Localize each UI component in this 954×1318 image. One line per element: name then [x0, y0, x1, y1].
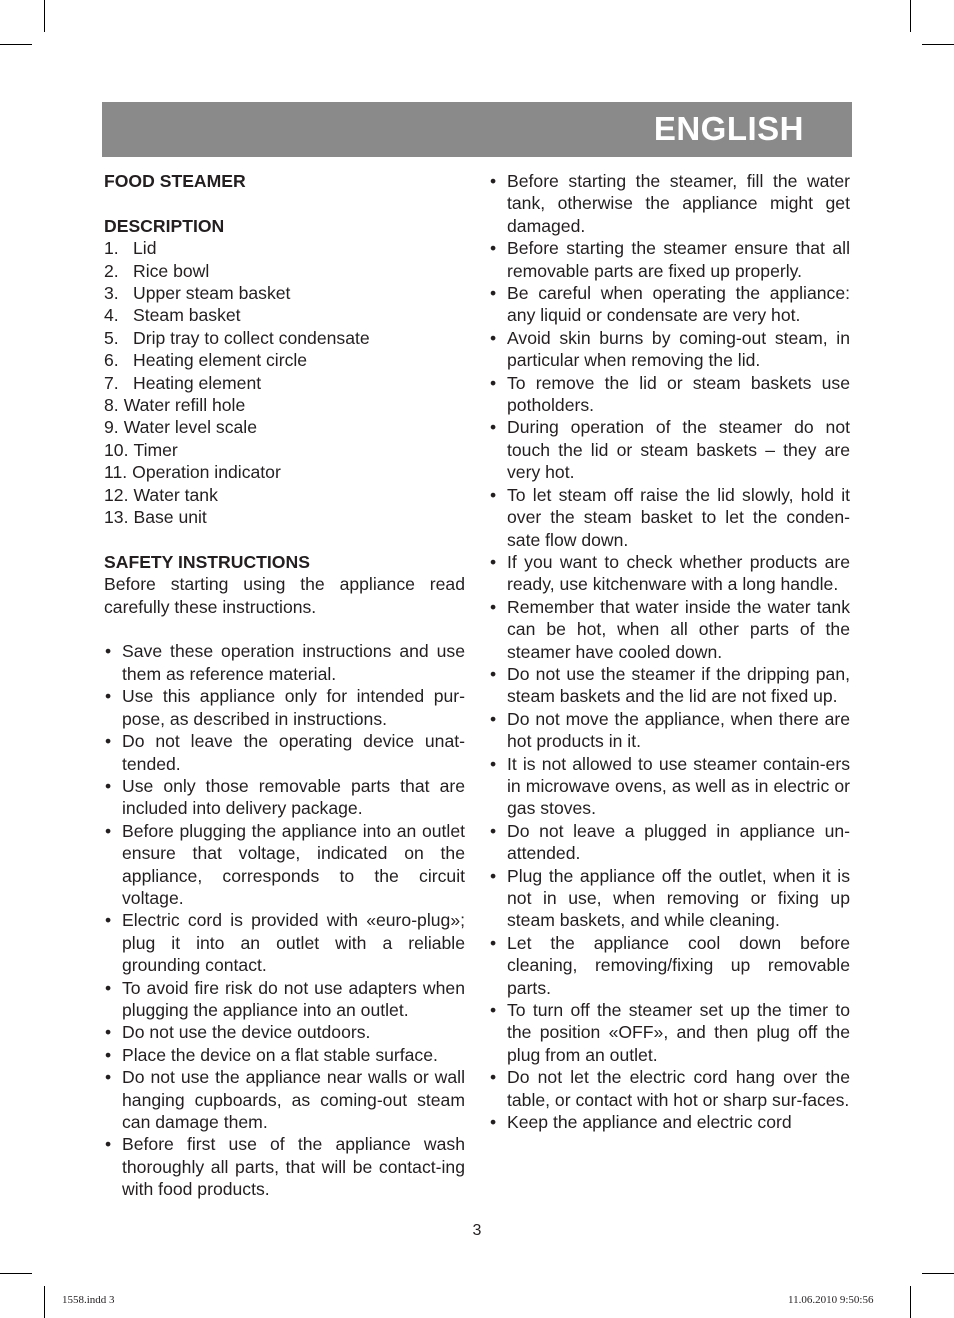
description-heading: DESCRIPTION	[104, 215, 225, 236]
bullet-dot-icon: •	[490, 1000, 497, 1021]
language-header-bar	[102, 102, 852, 157]
crop-mark-top-left-vertical	[44, 0, 45, 32]
bullet-item	[489, 551, 850, 596]
bullet-text: It is not allowed to use steamer contain-ers in microwave ovens, as well as in electric or gas stoves.	[507, 753, 850, 819]
bullet-dot-icon: •	[490, 663, 497, 684]
spacer	[104, 192, 465, 214]
bullet-text: To remove the lid or steam baskets use potholders.	[507, 372, 850, 416]
bullet-text: Electric cord is provided with «euro-plug»; plug it into an outlet with a reliable grounding contact.	[122, 910, 465, 976]
safety-bullet-list-left	[104, 640, 465, 1200]
bullet-text: During operation of the steamer do not touch the lid or steam baskets – they are very hot.	[507, 417, 850, 483]
bullet-dot-icon: •	[105, 910, 112, 931]
description-item	[104, 372, 465, 394]
bullet-item	[104, 1066, 465, 1133]
description-item	[104, 506, 465, 528]
description-item-label: Water level scale	[123, 417, 257, 438]
bullet-text: Avoid skin burns by coming-out steam, in particular when removing the lid.	[507, 327, 850, 371]
description-item-number: 6.	[104, 350, 119, 371]
bullet-item	[104, 1133, 465, 1200]
bullet-text: Before plugging the appliance into an outlet ensure that voltage, indicated on the appliance, corresponds to the circuit voltage.	[122, 820, 465, 908]
crop-mark-top-right-horizontal	[922, 44, 954, 45]
bullet-dot-icon: •	[105, 1134, 112, 1155]
description-item-label: Steam basket	[133, 305, 241, 326]
safety-intro: Before starting using the appliance read carefully these instructions.	[104, 574, 465, 617]
bullet-dot-icon: •	[490, 283, 497, 304]
description-list	[104, 237, 465, 528]
bullet-text: Do not use the steamer if the dripping pan, steam baskets and the lid are not fixed up.	[507, 663, 850, 707]
description-item	[104, 484, 465, 506]
crop-mark-bottom-right-horizontal	[922, 1273, 954, 1274]
bullet-text: Do not leave a plugged in appliance un-attended.	[507, 820, 850, 864]
description-item-number: 1.	[104, 238, 119, 259]
bullet-dot-icon: •	[490, 596, 497, 617]
bullet-text: To let steam off raise the lid slowly, hold it over the steam basket to let the conden-sate flow down.	[507, 484, 850, 550]
bullet-text: Let the appliance cool down before cleaning, removing/fixing up removable parts.	[507, 932, 850, 998]
description-item	[104, 439, 465, 461]
description-item-label: Operation indicator	[132, 462, 281, 483]
bullet-text: Use this appliance only for intended pur-pose, as described in instructions.	[122, 686, 465, 729]
bullet-text: Do not leave the operating device unat-tended.	[122, 731, 465, 774]
bullet-item	[104, 775, 465, 820]
description-item-number: 11.	[104, 462, 128, 483]
description-item-label: Timer	[133, 439, 178, 460]
print-slug-date: 11.06.2010 9:50:56	[788, 1294, 874, 1306]
bullet-dot-icon: •	[490, 865, 497, 886]
bullet-item	[489, 282, 850, 327]
language-title: ENGLISH	[653, 110, 804, 147]
bullet-dot-icon: •	[490, 417, 497, 438]
bullet-item	[104, 685, 465, 730]
description-item	[104, 416, 465, 438]
bullet-text: Save these operation instructions and use them as reference material.	[122, 641, 465, 684]
bullet-dot-icon: •	[490, 1112, 497, 1133]
description-item-number: 3.	[104, 283, 119, 304]
description-item-number: 7.	[104, 372, 119, 393]
description-item-number: 4.	[104, 305, 119, 326]
bullet-item	[489, 416, 850, 483]
crop-mark-bottom-right-vertical	[910, 1286, 911, 1318]
description-item-label: Upper steam basket	[133, 283, 291, 304]
bullet-dot-icon: •	[490, 708, 497, 729]
safety-heading: SAFETY INSTRUCTIONS	[104, 551, 310, 572]
bullet-dot-icon: •	[490, 820, 497, 841]
bullet-item	[489, 596, 850, 663]
description-item-number: 5.	[104, 327, 119, 348]
bullet-item	[489, 327, 850, 372]
bullet-text: To turn off the steamer set up the timer to the position «OFF», and then plug off the plug from an outlet.	[507, 1000, 850, 1065]
bullet-text: Do not let the electric cord hang over the table, or contact with hot or sharp sur-faces.	[507, 1067, 850, 1110]
description-item	[104, 394, 465, 416]
left-column	[104, 170, 465, 1201]
bullet-item	[489, 484, 850, 551]
bullet-dot-icon: •	[490, 238, 497, 259]
right-column	[489, 170, 850, 1133]
bullet-text: To avoid fire risk do not use adapters when plugging the appliance into an outlet.	[122, 977, 465, 1020]
spacer	[104, 528, 465, 550]
bullet-dot-icon: •	[105, 1067, 112, 1088]
bullet-item	[104, 977, 465, 1022]
bullet-item	[489, 708, 850, 753]
crop-mark-bottom-left-vertical	[44, 1286, 45, 1318]
bullet-text: If you want to check whether products are ready, use kitchenware with a long handle.	[507, 551, 850, 595]
bullet-text: Do not move the appliance, when there are hot products in it.	[507, 708, 850, 752]
bullet-dot-icon: •	[490, 753, 497, 774]
description-item	[104, 282, 465, 304]
product-title: FOOD STEAMER	[104, 171, 246, 191]
bullet-dot-icon: •	[105, 641, 112, 662]
bullet-item	[489, 820, 850, 865]
bullet-item	[104, 820, 465, 910]
description-item	[104, 237, 465, 259]
spacer	[104, 618, 465, 640]
bullet-text: Use only those removable parts that are included into delivery package.	[122, 775, 465, 819]
bullet-dot-icon: •	[105, 977, 112, 998]
crop-mark-top-right-vertical	[910, 0, 911, 32]
bullet-dot-icon: •	[490, 1067, 497, 1088]
bullet-item	[489, 932, 850, 999]
description-item-number: 8.	[104, 395, 119, 416]
bullet-text: Do not use the device outdoors.	[122, 1022, 371, 1043]
description-item-label: Water refill hole	[123, 395, 246, 416]
bullet-text: Keep the appliance and electric cord	[507, 1112, 792, 1133]
description-item-number: 2.	[104, 260, 119, 281]
description-item-label: Heating element circle	[133, 350, 308, 371]
description-item-label: Heating element	[133, 372, 262, 393]
description-item	[104, 260, 465, 282]
safety-bullet-list-right	[489, 170, 850, 1133]
bullet-text: Do not use the appliance near walls or wall hanging cupboards, as coming-out steam can damage them.	[122, 1067, 465, 1133]
bullet-item	[489, 999, 850, 1066]
bullet-item	[104, 1021, 465, 1043]
crop-mark-top-left-horizontal	[0, 44, 32, 45]
bullet-item	[489, 663, 850, 708]
bullet-text: Remember that water inside the water tank can be hot, when all other parts of the steamer have cooled down.	[507, 596, 850, 662]
description-item-label: Drip tray to collect condensate	[133, 327, 370, 348]
bullet-text: Plug the appliance off the outlet, when it is not in use, when removing or fixing up steam baskets, and while cleaning.	[507, 865, 850, 931]
bullet-dot-icon: •	[105, 686, 112, 707]
crop-mark-bottom-left-horizontal	[0, 1273, 32, 1274]
bullet-item	[489, 237, 850, 282]
bullet-text: Before starting the steamer ensure that all removable parts are fixed up properly.	[507, 238, 850, 281]
bullet-text: Before starting the steamer, fill the water tank, otherwise the appliance might get damaged.	[507, 171, 850, 236]
bullet-item	[104, 909, 465, 976]
bullet-item	[104, 640, 465, 685]
bullet-dot-icon: •	[490, 484, 497, 505]
bullet-item	[489, 170, 850, 237]
bullet-dot-icon: •	[490, 327, 497, 348]
bullet-item	[104, 1044, 465, 1066]
bullet-item	[489, 753, 850, 820]
bullet-dot-icon: •	[490, 171, 497, 191]
bullet-dot-icon: •	[490, 372, 497, 393]
bullet-item	[489, 372, 850, 417]
bullet-item	[104, 730, 465, 775]
description-item-number: 9.	[104, 417, 119, 438]
description-item-label: Water tank	[133, 484, 218, 505]
description-item	[104, 349, 465, 371]
bullet-dot-icon: •	[105, 1044, 112, 1065]
bullet-dot-icon: •	[105, 775, 112, 796]
bullet-item	[489, 1066, 850, 1111]
bullet-dot-icon: •	[490, 551, 497, 572]
description-item-number: 12.	[104, 484, 129, 505]
description-item-number: 13.	[104, 507, 129, 528]
bullet-item	[489, 865, 850, 932]
description-item-label: Rice bowl	[133, 260, 210, 281]
description-item-label: Base unit	[133, 507, 207, 528]
bullet-text: Be careful when operating the appliance: any liquid or condensate are very hot.	[507, 283, 850, 326]
page-number: 3	[472, 1222, 482, 1239]
bullet-dot-icon: •	[490, 932, 497, 953]
bullet-text: Place the device on a flat stable surface.	[122, 1044, 438, 1065]
bullet-text: Before first use of the appliance wash thoroughly all parts, that will be contact-ing with food products.	[122, 1134, 465, 1200]
bullet-item	[489, 1111, 850, 1133]
bullet-dot-icon: •	[105, 1022, 112, 1043]
description-item	[104, 304, 465, 326]
description-item-number: 10.	[104, 439, 129, 460]
bullet-dot-icon: •	[105, 731, 112, 752]
description-item	[104, 327, 465, 349]
print-slug-file: 1558.indd 3	[62, 1294, 115, 1306]
description-item	[104, 461, 465, 483]
description-item-label: Lid	[133, 238, 157, 259]
bullet-dot-icon: •	[105, 820, 112, 841]
